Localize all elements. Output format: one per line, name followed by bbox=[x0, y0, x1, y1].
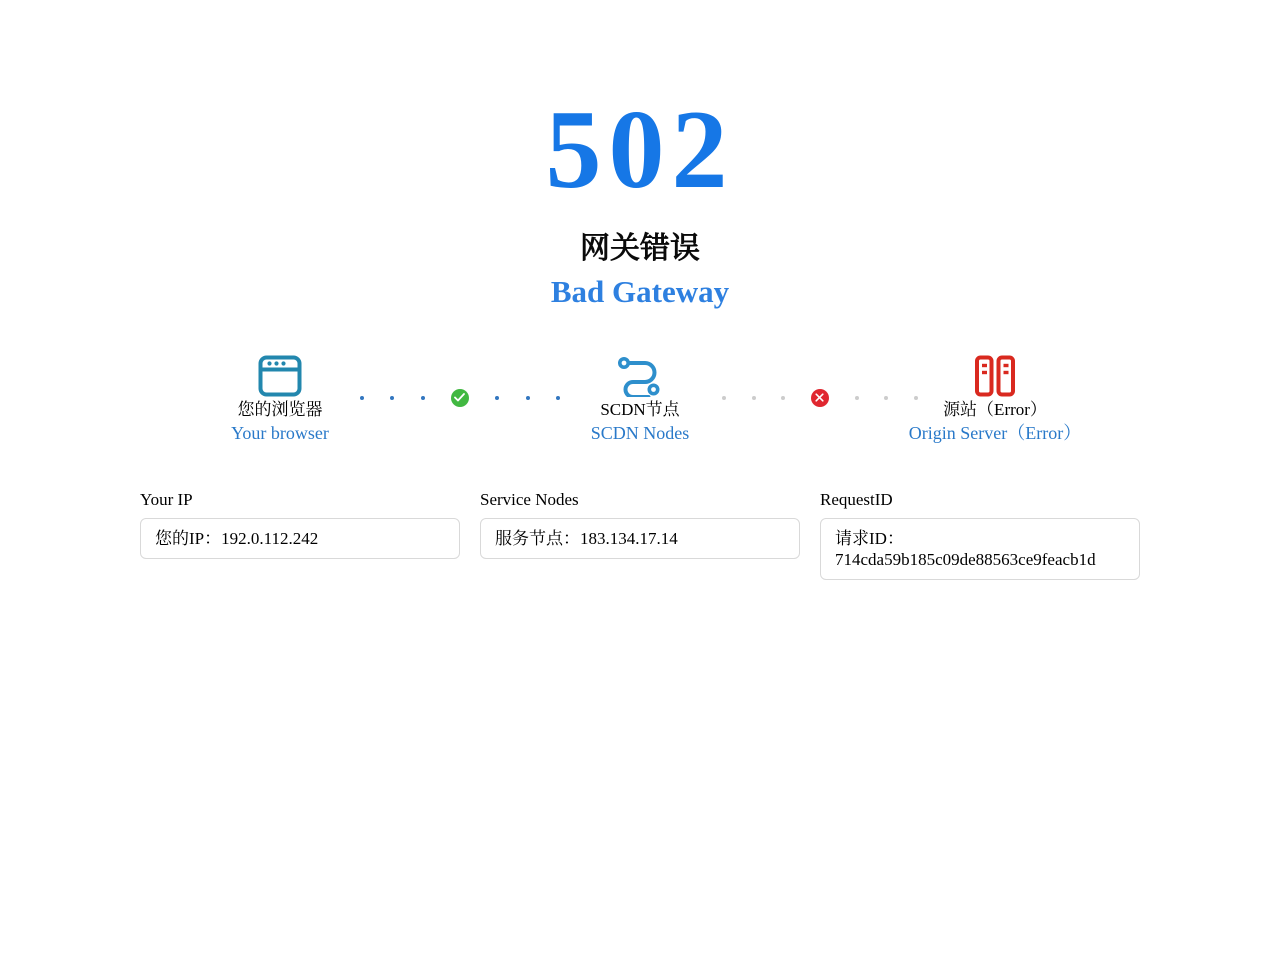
path-dot bbox=[390, 396, 394, 400]
info-col-your-ip bbox=[140, 490, 460, 560]
request-info-section bbox=[140, 490, 1140, 581]
path-dot bbox=[752, 396, 756, 400]
path-dot bbox=[360, 396, 364, 400]
scdn-label-zh: SCDN节点 bbox=[600, 399, 680, 419]
request-id-value: 请求ID：714cda59b185c09de88563ce9feacb1d bbox=[820, 518, 1140, 581]
status-code: 502 bbox=[545, 88, 735, 212]
scdn-label-en: SCDN Nodes bbox=[590, 423, 690, 444]
browser-label-zh: 您的浏览器 bbox=[237, 399, 323, 419]
path-dot bbox=[722, 396, 726, 400]
request-path-diagram bbox=[0, 355, 1280, 443]
your-ip-value: 您的IP：192.0.112.242 bbox=[140, 518, 460, 559]
path-dot bbox=[421, 396, 425, 400]
browser-window-icon bbox=[258, 355, 302, 402]
origin-label-en: Origin Server（Error） bbox=[908, 423, 1082, 444]
service-nodes-value: 服务节点：183.134.17.14 bbox=[480, 518, 800, 559]
info-col-service-nodes bbox=[480, 490, 800, 560]
origin-label-zh: 源站（Error） bbox=[943, 399, 1047, 419]
node-origin-server bbox=[810, 355, 1180, 444]
check-circle-icon bbox=[451, 389, 469, 407]
browser-label-en: Your browser bbox=[231, 423, 329, 444]
error-title-zh: 网关错误 bbox=[580, 232, 700, 265]
path-dot bbox=[781, 396, 785, 400]
server-rack-icon bbox=[974, 355, 1016, 402]
path-dot bbox=[495, 396, 499, 400]
info-col-request-id bbox=[820, 490, 1140, 581]
route-path-icon bbox=[615, 355, 665, 402]
request-id-label: RequestID bbox=[820, 489, 893, 509]
service-nodes-label: Service Nodes bbox=[480, 489, 579, 509]
your-ip-label: Your IP bbox=[140, 489, 193, 509]
error-header bbox=[0, 0, 1280, 309]
error-title-en: Bad Gateway bbox=[550, 273, 730, 309]
